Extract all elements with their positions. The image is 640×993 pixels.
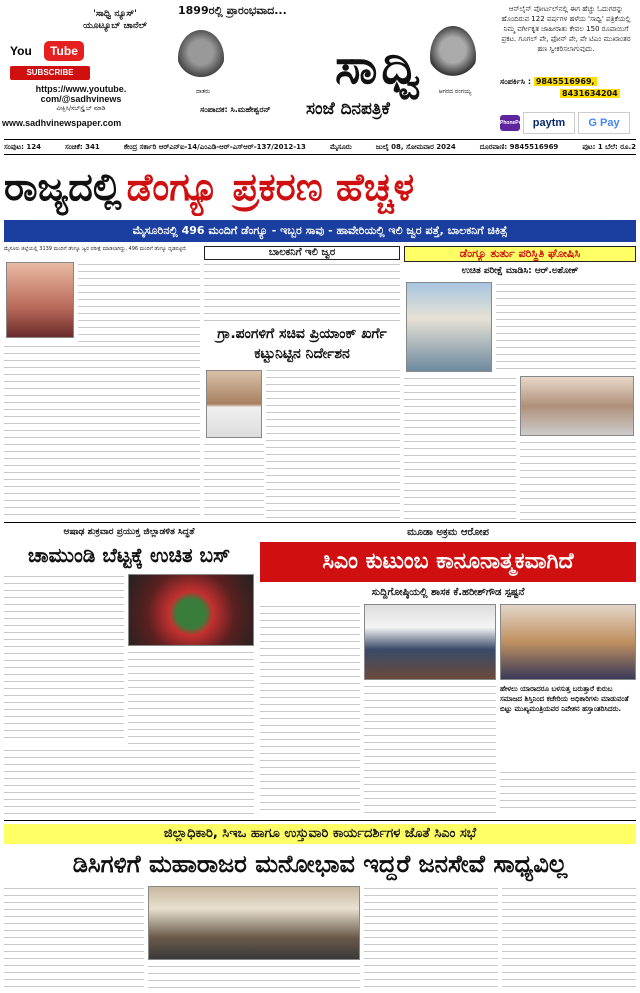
website-url[interactable]: www.sadhvinewspaper.com [2, 118, 122, 128]
youtube-note: ವೀಕ್ಷಿಸಿ/ಸಬ್‌ಸ್ಕ್ರೈಬ್ ಮಾಡಿ [56, 105, 106, 112]
editor-label: ಸಂಪಾದಕ: ಸಿ.ಮಹೇಶ್ವರನ್ [200, 105, 271, 114]
meeting-text-under-photo [148, 964, 360, 990]
contact-phone1[interactable]: 9845516969, [535, 77, 595, 86]
box2-title: ಗ್ರಾ.ಪಂಗಳಿಗೆ ಸಚಿವ ಪ್ರಿಯಾಂಕ್ ಖರ್ಗೆ ಕಟ್ಟುನಿಟ್ಟಿನ ನಿರ್ದೇಶನ [217, 326, 387, 362]
muda-kicker: ಮೂಡಾ ಅಕ್ರಮ ಆರೋಪ [407, 527, 489, 538]
lead-col1-text-block [78, 262, 200, 342]
right-headline: ಡೆಂಗ್ಯೂ ತುರ್ತು ಪರಿಸ್ಥಿತಿ ಘೋಷಿಸಿ [404, 246, 636, 262]
youtube-url-line2[interactable]: com/@sadhvinews [40, 94, 122, 104]
lead-col1-text-block2 [4, 344, 200, 520]
meeting-headline: ಡಿಸಿಗಳಿಗೆ ಮಹಾರಾಜರ ಮನೋಭಾವ ಇದ್ದರೆ ಜನಸೇವೆ ಸಾಧ್ಯವಿಲ್ಲ [72, 850, 568, 878]
bus-text-bottom [4, 748, 254, 818]
founder-portrait [178, 30, 224, 86]
contact-phone2-wrap [560, 88, 630, 100]
classified-promo: ಆನ್‌ಲೈನ್ ಪೋರ್ಟಲ್‌ನಲ್ಲಿ ಈಗ ಹೆಚ್ಚು ಓದುಗರನ್ನು ಹೊಂದಿರುವ 122 ವರ್ಷಗಳ ಹಳೆಯ 'ಸಾಧ್ವಿ' ಪತ್ರಿಕೆಯಲ್ಲಿ ನಿಮ್ಮ ವರ್ಗೀಕೃತ ಜಾಹೀರಾತು ಕೇವಲ 150 ರೂಪಾಯಿಗೆ ಪ್ರಕಟ. ಗೂಗಲ್ ಪೇ, ಫೋನ್ ಪೇ, ಪೇ ಟಿಎಂ ಮುಖಾಂತರ ಹಣ ಸ್ವೀಕರಿಸಲಾಗುವುದು. [501, 5, 631, 53]
ashok-photo [406, 282, 492, 372]
info-bar-bottom-rule [4, 154, 636, 155]
founder-caption: ದಾತರು [195, 88, 211, 95]
lead-subhead-bar: ಮೈಸೂರಿನಲ್ಲಿ 496 ಮಂದಿಗೆ ಡೆಂಗ್ಯೂ - ಇಬ್ಬರ ಸಾವು - ಹಾವೇರಿಯಲ್ಲಿ ಇಲಿ ಜ್ವರ ಪತ್ತೆ, ಬಾಲಕನಿಗೆ ಚಿಕಿತ್ಸೆ [4, 220, 636, 242]
phonepe-logo: PhonePe [500, 115, 520, 131]
right-text-top [496, 282, 636, 372]
date: ಜುಲೈ 08, ಸೋಮವಾರ 2024 [375, 143, 456, 151]
newspaper-title: ಸಾಧ್ವಿ [334, 39, 426, 95]
gpay-logo: G Pay [578, 112, 630, 134]
section-divider-1 [4, 522, 636, 523]
price: ಪುಟ: 1 ಬೆಲೆ: ರೂ.2 [582, 143, 636, 151]
youtube-logo[interactable]: You Tube [10, 40, 94, 62]
since-tagline: 1899ರಲ್ಲಿ ಪ್ರಾರಂಭವಾದ... [178, 4, 287, 17]
paper-type: ಸಂಜೆ ದಿನಪತ್ರಿಕೆ [306, 99, 390, 119]
issue-number: ಸಂಚಿಕೆ: 341 [64, 143, 100, 151]
meeting-text-col4 [502, 886, 636, 990]
paytm-logo: paytm [523, 112, 575, 134]
press-meet-photo-1 [364, 604, 496, 680]
right-text-col2 [520, 440, 636, 520]
press-meet-photo-2 [500, 604, 636, 680]
lead-col1-intro: ಮೈಸೂರು ಜಿಲ್ಲೆಯಲ್ಲಿ 3139 ಮಂದಿಗೆ ಡೆಂಗ್ಯೂ ಜ್ವರ ಪರೀಕ್ಷೆ ಮಾಡಲಾಗಿದ್ದು, 496 ಮಂದಿಗೆ ಡೆಂಗ್ಯೂ ದೃಢಪಟ್ಟಿದೆ. [4, 246, 187, 252]
city: ಮೈಸೂರು [329, 143, 352, 151]
lead-headline-red: ಡೆಂಗ್ಯೂ ಪ್ರಕರಣ ಹೆಚ್ಚಳ [126, 165, 415, 209]
lead-headline-black: ರಾಜ್ಯದಲ್ಲಿ [4, 165, 122, 209]
contact-label: ಸಂಪರ್ಕಿಸಿ : [500, 77, 532, 86]
muda-photo-caption: ಹೇಳಲು ಯಾರಾದರೂ ಬಳಸುತ್ತ ಬರುತ್ತಾರೆ ಕುರುಬ ಸಮಾಜದ ಶಿಸ್ತಿನಿಂದ ಕಚೇರಿಯ ಅಧಿಕಾರಿಗಳು ಮಾಡುವಂತೆ ಬಿಟ್ಟು ಮುಖ್ಯಮಂತ್ರಿಯವರ ನಿವೇಶನ ಹಸ್ತಾಂತರಿಸಿದರು. [500, 685, 629, 713]
box1-title: ಬಾಲಕನಿಗೆ ಇಲಿ ಜ್ವರ [204, 246, 400, 260]
hospital-photo [520, 376, 634, 436]
minister-photo [206, 370, 262, 438]
bus-text-col2 [128, 650, 254, 744]
issue-volume: ಸಂಪುಟ: 124 [4, 143, 41, 151]
bus-headline: ಚಾಮುಂಡಿ ಬೆಟ್ಟಕ್ಕೆ ಉಚಿತ ಬಸ್ [27, 543, 231, 567]
muda-text-col3 [500, 770, 636, 814]
youtube-url-line1[interactable]: https://www.youtube. [35, 84, 127, 94]
muda-headline: ಸಿಎಂ ಕುಟುಂಬ ಕಾನೂನಾತ್ಮಕವಾಗಿದೆ [260, 542, 636, 582]
right-subhead: ಉಚಿತ ಪರೀಕ್ಷೆ ಮಾಡಿಸಿ: ಆರ್.ಅಶೋಕ್ [461, 266, 579, 276]
info-bar [4, 140, 636, 154]
muda-text-col2 [364, 684, 496, 814]
lead-photo-woman [6, 262, 74, 338]
contact-row [500, 76, 630, 88]
box2-text-left [204, 442, 264, 520]
muda-text-col1 [260, 604, 360, 814]
registration: ಕೇಂದ್ರ ಸರ್ಕಾರಿ ಆರ್‌ಎನ್‌ಐ-14/ಎಂಎಡಿ-ಆರ್-ಎಸ್‌ಆರ್-137/2012-13 [123, 143, 306, 151]
right-text-col1 [404, 376, 516, 520]
box1-text [204, 262, 400, 322]
muda-subhead: ಸುದ್ದಿಗೋಷ್ಠಿಯಲ್ಲಿ ಶಾಸಕ ಕೆ.ಹರೀಶ್‌ಗೌಡ ಸ್ಪಷ್ಟನೆ [371, 587, 525, 598]
box2-text-right [266, 368, 400, 520]
goddess-photo [128, 574, 254, 646]
founder2-caption: ಆಗರದ ರಂಗಯ್ಯ [438, 88, 472, 95]
bus-kicker: ಆಷಾಢ ಶುಕ್ರವಾರ ಪ್ರಯುಕ್ತ ಜಿಲ್ಲಾಡಳಿತ ಸಿದ್ಧತೆ [63, 527, 195, 537]
subscribe-button[interactable]: SUBSCRIBE [10, 66, 90, 80]
phone: ದೂರವಾಣಿ: 9845516969 [479, 143, 559, 151]
bus-text-col1 [4, 574, 124, 744]
payment-logos [500, 112, 632, 134]
meeting-text-col1 [4, 886, 144, 990]
meeting-text-col3 [364, 886, 498, 990]
meeting-kicker: ಜಿಲ್ಲಾಧಿಕಾರಿ, ಸಿಇಒ ಹಾಗೂ ಉಸ್ತುವಾರಿ ಕಾರ್ಯದರ್ಶಿಗಳ ಜೊತೆ ಸಿಎಂ ಸಭೆ [4, 824, 636, 844]
youtube-promo [4, 4, 154, 116]
lead-headline [4, 158, 636, 216]
contact-phone2[interactable]: 8431634204 [562, 89, 618, 98]
youtube-promo-title: 'ಸಾಧ್ವಿ ನ್ಯೂಸ್' ಯೂಟ್ಯೂಬ್ ಚಾನೆಲ್ [83, 9, 147, 31]
meeting-photo [148, 886, 360, 960]
section-divider-2 [4, 820, 636, 821]
